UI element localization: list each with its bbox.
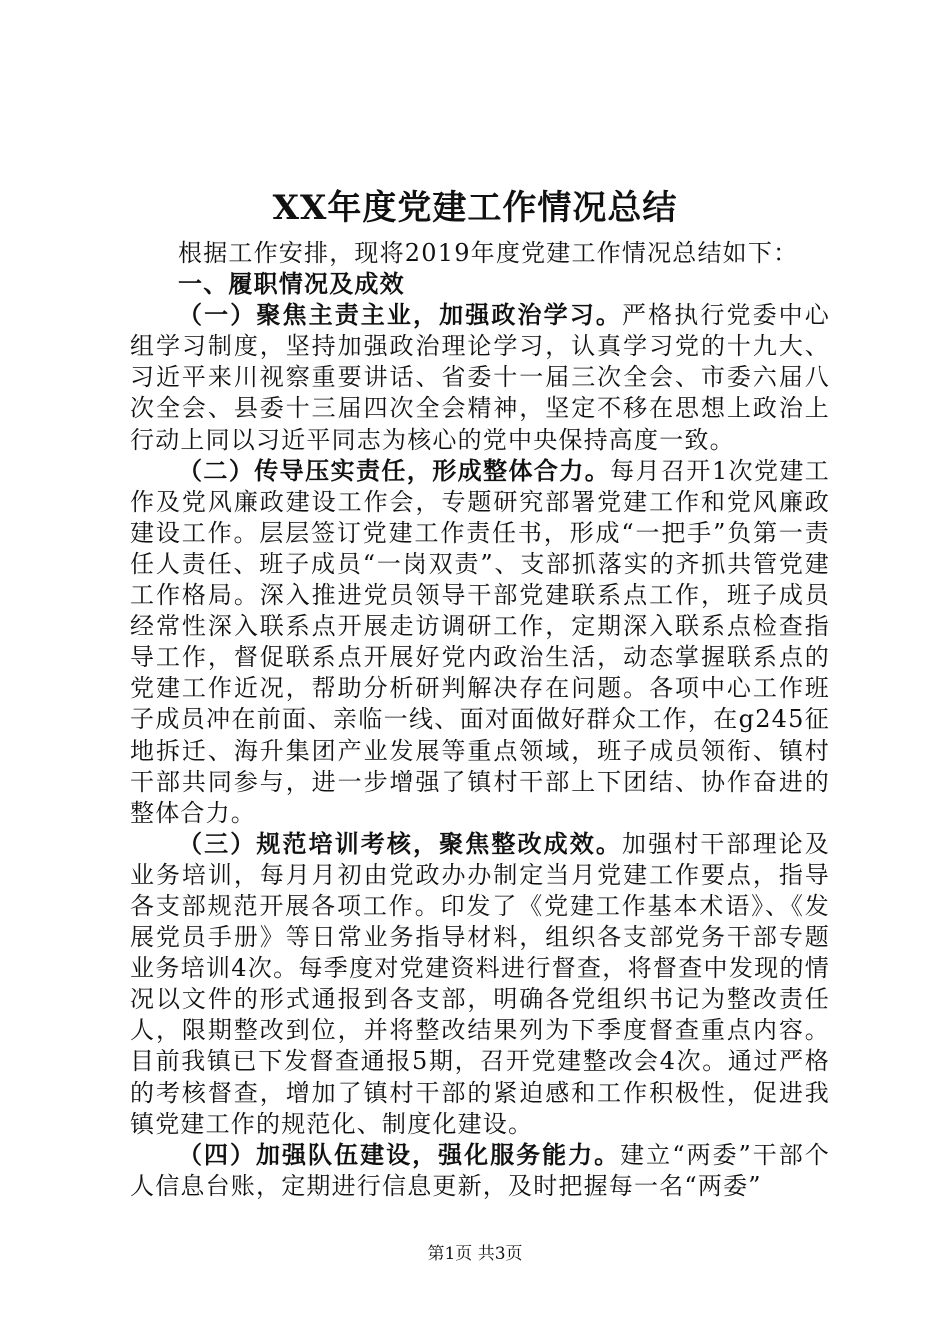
section-heading-text: 一、履职情况及成效 — [178, 270, 405, 299]
paragraph-2-lead: （二）传导压实责任，形成整体合力。 — [178, 456, 611, 485]
paragraph-4 — [130, 1140, 830, 1202]
section-heading — [130, 269, 830, 300]
intro-paragraph: 根据工作安排，现将2019年度党建工作情况总结如下： — [178, 239, 799, 267]
paragraph-3 — [130, 829, 830, 1140]
paragraph-1-text: 严格执行党委中心组学习制度，坚持加强政治理论学习，认真学习党的十九大、习近平来川视察重要讲话、省委十一届三次全会、市委六届八次全会、县委十三届四次全会精神，坚定不移在思想上政治上行动上同以习近平同志为核心的党中央保持高度一致。 — [130, 301, 830, 454]
paragraph-3-lead: （三）规范培训考核，聚焦整改成效。 — [178, 829, 622, 858]
document-title: XX年度党建工作情况总结 — [272, 188, 678, 228]
paragraph-2 — [130, 456, 830, 829]
paragraph-4-text: 建立“两委”干部个人信息台账，定期进行信息更新，及时把握每一名“两委” — [130, 1140, 830, 1200]
paragraph-4-lead: （四）加强队伍建设，强化服务能力。 — [178, 1140, 621, 1169]
paragraph-3-text: 加强村干部理论及业务培训，每月月初由党政办办制定当月党建工作要点，指导各支部规范开展各项工作。印发了《党建工作基本术语》、《发展党员手册》等日常业务指导材料，组织各支部党务干部专题业务培训4次。每季度对党建资料进行督查，将督查中发现的情况以文件的形式通报到各支部，明确各党组织书记为整改责任人，限期整改到位，并将整改结果列为下季度督查重点内容。目前我镇已下发督查通报5期，召开党建整改会4次。通过严格的考核督查，增加了镇村干部的紧迫感和工作积极性，促进我镇党建工作的规范化、制度化建设。 — [130, 829, 830, 1138]
document-body — [130, 238, 830, 1202]
page-number-footer: 第1页 共3页 — [427, 1244, 523, 1264]
paragraph-1 — [130, 300, 830, 455]
paragraph-2-text: 每月召开1次党建工作及党风廉政建设工作会，专题研究部署党建工作和党风廉政建设工作。层层签订党建工作责任书，形成“一把手”负第一责任人责任、班子成员“一岗双责”、支部抓落实的齐抓共管党建工作格局。深入推进党员领导干部党建联系点工作，班子成员经常性深入联系点开展走访调研工作，定期深入联系点检查指导工作，督促联系点开展好党内政治生活，动态掌握联系点的党建工作近况，帮助分析研判解决存在问题。各项中心工作班子成员冲在前面、亲临一线、面对面做好群众工作，在g245征地拆迁、海升集团产业发展等重点领域，班子成员领衔、镇村干部共同参与，进一步增强了镇村干部上下团结、协作奋进的整体合力。 — [130, 456, 830, 827]
paragraph-1-lead: （一）聚焦主责主业，加强政治学习。 — [178, 301, 622, 330]
